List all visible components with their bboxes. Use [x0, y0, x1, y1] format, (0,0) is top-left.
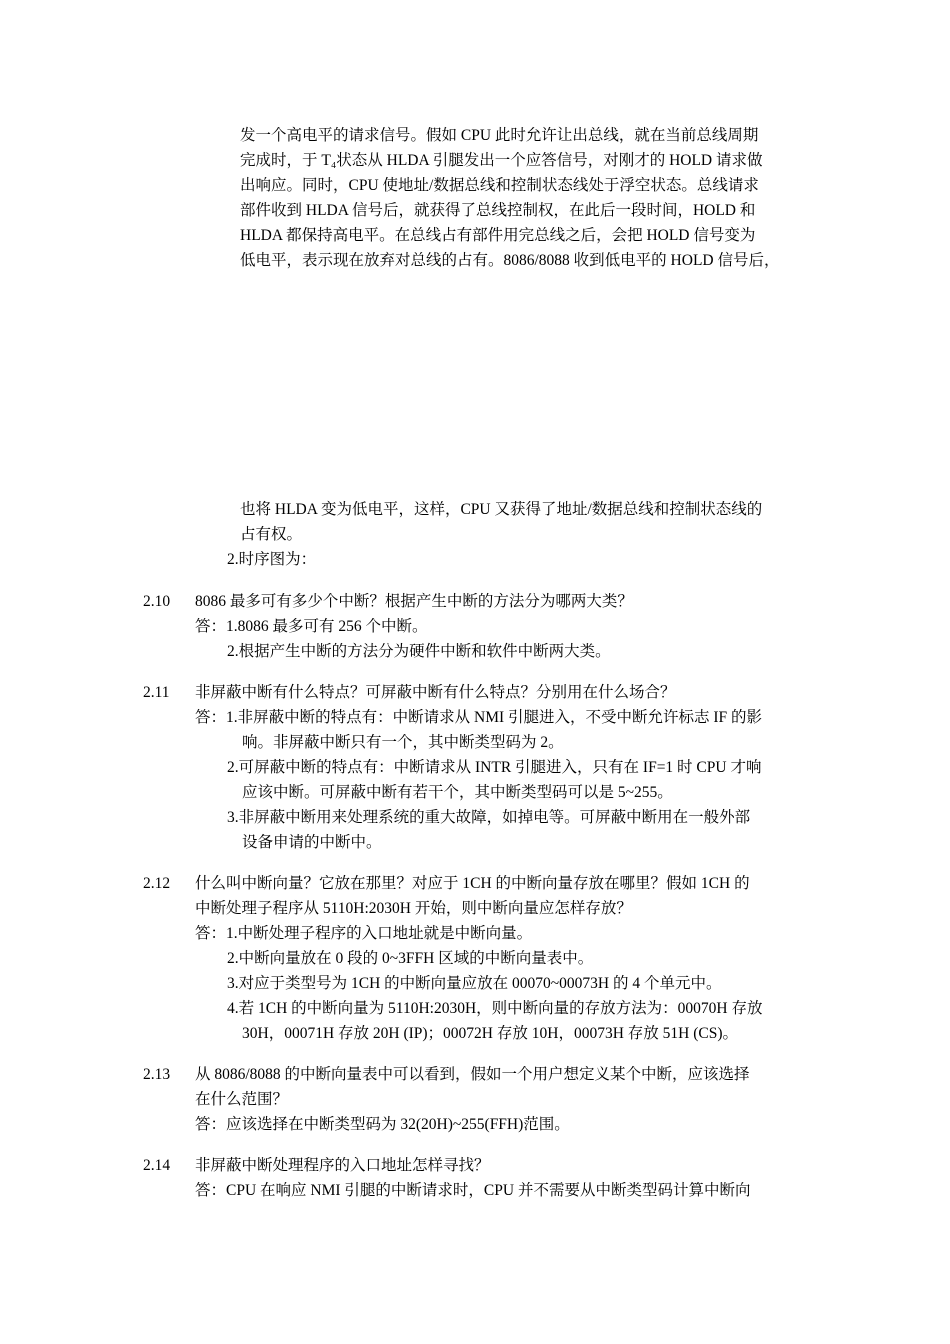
paragraph-line: 发一个高电平的请求信号。假如 CPU 此时允许让出总线，就在当前总线周期: [240, 127, 759, 144]
question-number: 2.13: [143, 1066, 171, 1083]
answer-line: 答：CPU 在响应 NMI 引腿的中断请求时，CPU 并不需要从中断类型码计算中断向: [195, 1182, 751, 1199]
question-number: 2.14: [143, 1157, 171, 1174]
answer-line: 设备申请的中断中。: [242, 834, 382, 851]
question-text: 8086 最多可有多少个中断？根据产生中断的方法分为哪两大类？: [195, 593, 633, 610]
question-number: 2.11: [143, 684, 170, 701]
answer-line: 4.若 1CH 的中断向量为 5110H:2030H，则中断向量的存放方法为：00070H 存放: [227, 1000, 763, 1017]
paragraph-line: 也将 HLDA 变为低电平，这样，CPU 又获得了地址/数据总线和控制状态线的: [240, 501, 763, 518]
question-text: 非屏蔽中断处理程序的入口地址怎样寻找？: [195, 1157, 490, 1174]
answer-line: 应该中断。可屏蔽中断有若干个，其中断类型码可以是 5~255。: [242, 784, 673, 801]
answer-line: 答：应该选择在中断类型码为 32(20H)~255(FFH)范围。: [195, 1116, 570, 1133]
question-number: 2.12: [143, 875, 171, 892]
question-text: 从 8086/8088 的中断向量表中可以看到，假如一个用户想定义某个中断，应该选择: [195, 1066, 750, 1083]
paragraph-line: 低电平，表示现在放弃对总线的占有。8086/8088 收到低电平的 HOLD 信号后，: [240, 252, 780, 269]
question-text: 在什么范围？: [195, 1091, 289, 1108]
paragraph-line: 完成时，于 T₄状态从 HLDA 引腿发出一个应答信号，对刚才的 HOLD 请求做: [240, 152, 763, 169]
question-number: 2.10: [143, 593, 171, 610]
answer-line: 响。非屏蔽中断只有一个，其中断类型码为 2。: [242, 734, 564, 751]
answer-line: 答：1.8086 最多可有 256 个中断。: [195, 618, 428, 635]
answer-line: 答：1.非屏蔽中断的特点有：中断请求从 NMI 引腿进入，不受中断允许标志 IF 的影: [195, 709, 763, 726]
figure-placeholder: [240, 285, 810, 485]
answer-line: 2.中断向量放在 0 段的 0~3FFH 区域的中断向量表中。: [227, 950, 594, 967]
question-text: 什么叫中断向量？它放在那里？对应于 1CH 的中断向量存放在哪里？假如 1CH 的: [195, 875, 750, 892]
timing-diagram-label: 2.时序图为：: [227, 551, 317, 568]
answer-line: 2.可屏蔽中断的特点有：中断请求从 INTR 引腿进入，只有在 IF=1 时 CPU 才响: [227, 759, 762, 776]
question-text: 中断处理子程序从 5110H:2030H 开始，则中断向量应怎样存放？: [195, 900, 632, 917]
paragraph-line: 出响应。同时，CPU 使地址/数据总线和控制状态线处于浮空状态。总线请求: [240, 177, 759, 194]
question-text: 非屏蔽中断有什么特点？可屏蔽中断有什么特点？分别用在什么场合？: [195, 684, 676, 701]
paragraph-line: 占有权。: [240, 526, 303, 543]
paragraph-line: HLDA 都保持高电平。在总线占有部件用完总线之后，会把 HOLD 信号变为: [240, 227, 756, 244]
answer-line: 3.对应于类型号为 1CH 的中断向量应放在 00070~00073H 的 4 个单元中。: [227, 975, 722, 992]
paragraph-line: 部件收到 HLDA 信号后，就获得了总线控制权，在此后一段时间，HOLD 和: [240, 202, 756, 219]
answer-line: 30H，00071H 存放 20H (IP)；00072H 存放 10H，00073H 存放 51H (CS)。: [242, 1025, 738, 1042]
answer-line: 答：1.中断处理子程序的入口地址就是中断向量。: [195, 925, 533, 942]
answer-line: 3.非屏蔽中断用来处理系统的重大故障，如掉电等。可屏蔽中断用在一般外部: [227, 809, 751, 826]
answer-line: 2.根据产生中断的方法分为硬件中断和软件中断两大类。: [227, 643, 611, 660]
